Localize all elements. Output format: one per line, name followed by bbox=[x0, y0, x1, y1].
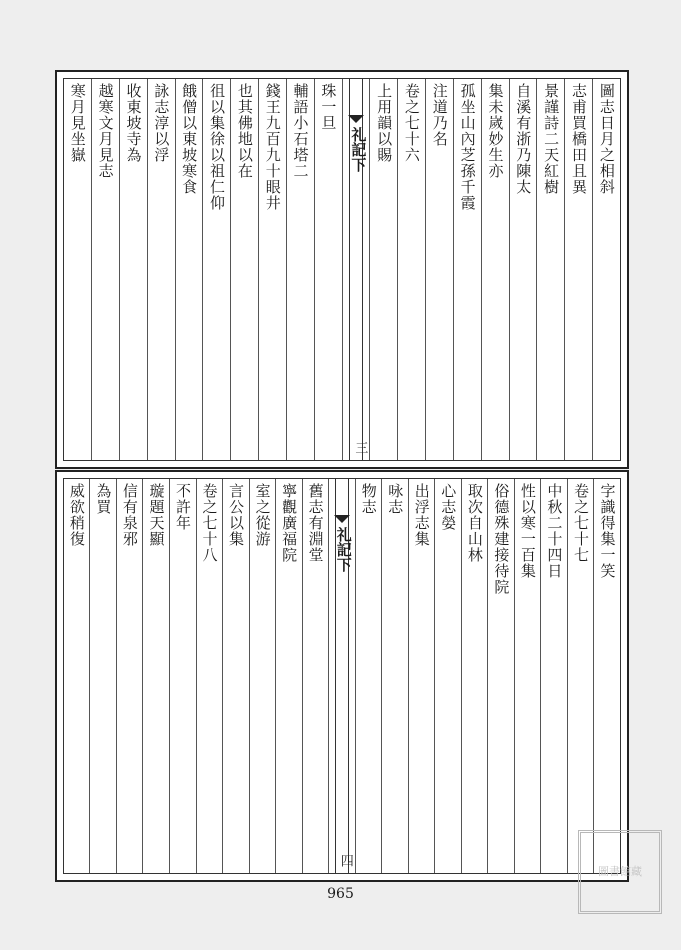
text-column: 徂以集徐以祖仁仰 bbox=[202, 79, 230, 460]
text-column: 字識得集一笑 bbox=[593, 479, 620, 873]
text-column: 不許年 bbox=[169, 479, 196, 873]
text-column: 也其佛地以在 bbox=[230, 79, 258, 460]
leaf-number: 四 bbox=[337, 854, 353, 867]
text-column: 志甫買橋田且異 bbox=[564, 79, 592, 460]
text-column: 咏志 bbox=[381, 479, 408, 873]
text-column: 上用韻以賜 bbox=[369, 79, 397, 460]
upper-columns bbox=[64, 79, 620, 460]
text-column: 物志 bbox=[355, 479, 382, 873]
lower-leaf bbox=[55, 470, 629, 882]
text-column: 自溪有浙乃陳太 bbox=[509, 79, 537, 460]
fish-tail-mark bbox=[348, 115, 364, 123]
chapter-heading: 卷之七十八 bbox=[196, 479, 223, 873]
text-column: 收東坡寺為 bbox=[119, 79, 147, 460]
fish-tail-mark bbox=[334, 515, 350, 523]
lower-columns bbox=[64, 479, 620, 873]
text-column: 寒月見坐嶽 bbox=[68, 83, 87, 163]
text-column: 詠志淳以浮 bbox=[147, 79, 175, 460]
text-column: 圖志日月之相斜 bbox=[592, 79, 620, 460]
text-column: 出浮志集 bbox=[408, 479, 435, 873]
library-seal: 圖書館藏 bbox=[578, 830, 662, 914]
text-column: 景謹詩二天紅樹 bbox=[536, 79, 564, 460]
text-column: 心志嫈 bbox=[434, 479, 461, 873]
text-column: 性以寒一百集 bbox=[514, 479, 541, 873]
text-column: 中秋二十四日 bbox=[540, 479, 567, 873]
page-number: 965 bbox=[327, 886, 354, 902]
text-column: 注道乃名 bbox=[425, 79, 453, 460]
section-title: 礼記下 bbox=[334, 527, 353, 572]
text-column: 輔語小石塔二 bbox=[286, 79, 314, 460]
fish-tail-divider bbox=[328, 479, 355, 873]
text-column: 錢王九百九十眼井 bbox=[258, 79, 286, 460]
lower-frame bbox=[63, 478, 621, 874]
fish-tail-divider bbox=[342, 79, 370, 460]
text-column: 舊志有淵堂 bbox=[302, 479, 329, 873]
text-column: 越寒文月見志 bbox=[91, 79, 119, 460]
section-title: 礼記下 bbox=[349, 127, 368, 172]
text-column: 珠一旦 bbox=[314, 79, 342, 460]
text-column: 寧觀廣福院 bbox=[275, 479, 302, 873]
text-column: 璇題天顯 bbox=[142, 479, 169, 873]
chapter-heading: 卷之七十六 bbox=[397, 79, 425, 460]
upper-leaf bbox=[55, 70, 629, 469]
text-column: 威欲稍復 bbox=[67, 483, 86, 547]
leaf-number: 三 bbox=[352, 441, 368, 454]
chapter-heading: 卷之七十七 bbox=[567, 479, 594, 873]
text-column: 俗德殊建接待院 bbox=[487, 479, 514, 873]
text-column: 為買 bbox=[89, 479, 116, 873]
text-column: 信有泉邪 bbox=[116, 479, 143, 873]
text-column: 孤坐山內芝孫千霞 bbox=[453, 79, 481, 460]
text-column: 集未嵗妙生亦 bbox=[481, 79, 509, 460]
text-column: 言公以集 bbox=[222, 479, 249, 873]
text-column: 取次自山林 bbox=[461, 479, 488, 873]
text-column: 室之從游 bbox=[249, 479, 276, 873]
text-column: 餓僧以東坡寒食 bbox=[175, 79, 203, 460]
upper-frame bbox=[63, 78, 621, 461]
